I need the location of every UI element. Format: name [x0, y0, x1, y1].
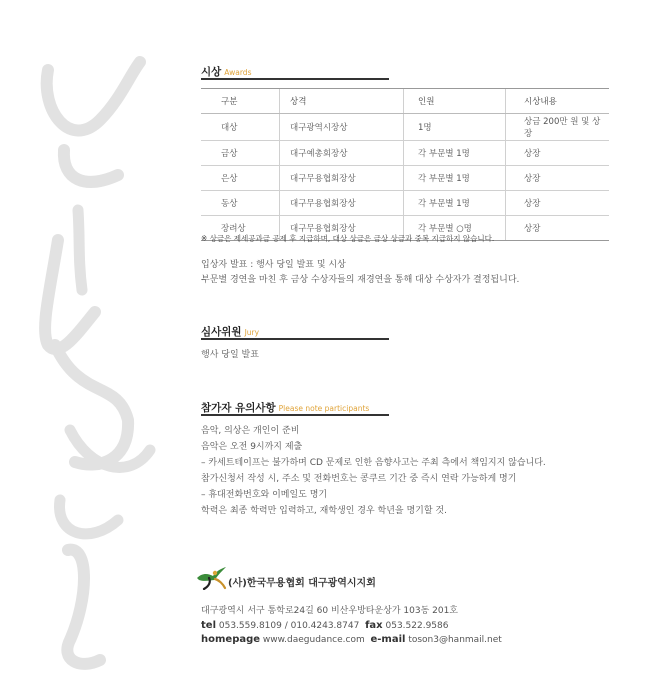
table-cell: 상장 — [506, 191, 610, 216]
email-link[interactable]: toson3@hanmail.net — [408, 635, 502, 645]
participants-title: 참가자 유의사항 — [201, 402, 276, 414]
participants-heading — [201, 396, 389, 416]
participants-line: 음악, 의상은 개인이 준비 — [201, 426, 300, 436]
table-cell: 장려상 — [201, 216, 280, 241]
table-cell: 은상 — [201, 166, 280, 191]
homepage-label: homepage — [201, 634, 261, 645]
table-cell: 동상 — [201, 191, 280, 216]
footer-web-email — [201, 634, 502, 645]
awards-table — [201, 88, 609, 241]
participants-line: 학력은 최종 학력만 입력하고, 재학생인 경우 학년을 명기할 것. — [201, 506, 447, 516]
fax-label: fax — [365, 620, 383, 631]
jury-text: 행사 당일 발표 — [201, 350, 259, 360]
announce-line: 입상자 발표 : 행사 당일 발표 및 시상 — [201, 260, 346, 270]
footer-phone-fax — [201, 620, 448, 631]
table-row — [201, 114, 609, 141]
awards-title-en: Awards — [224, 68, 252, 77]
table-cell: 대구무용협회장상 — [280, 191, 404, 216]
footer-address: 대구광역시 서구 통학로24길 60 비산우방타운상가 103동 201호 — [201, 606, 459, 616]
table-row — [201, 141, 609, 166]
column-header: 인원 — [404, 89, 506, 114]
column-header: 상격 — [280, 89, 404, 114]
awards-title: 시상 — [201, 66, 222, 78]
organization-name: (사)한국무용협회 대구광역시지회 — [228, 578, 376, 589]
table-cell: 대구무용협회장상 — [280, 216, 404, 241]
table-cell: 각 부문별 1명 — [404, 191, 506, 216]
participants-line: – 카세트테이프는 불가하며 CD 문제로 인한 음향사고는 주최 측에서 책임지지 않습니다. — [201, 458, 546, 468]
table-cell: 상장 — [506, 216, 610, 241]
table-cell: 상금 200만 원 및 상장 — [506, 114, 610, 141]
participants-title-en: Please note participants — [278, 404, 370, 413]
table-cell: 상장 — [506, 141, 610, 166]
tel-label: tel — [201, 620, 216, 631]
dance-association-logo-icon — [195, 566, 227, 590]
table-cell: 각 부문별 ○명 — [404, 216, 506, 241]
homepage-link[interactable]: www.daegudance.com — [262, 635, 365, 645]
table-header-row — [201, 89, 609, 114]
table-row — [201, 166, 609, 191]
participants-line: 음악은 오전 9시까지 제출 — [201, 442, 303, 452]
table-cell: 1명 — [404, 114, 506, 141]
email-label: e-mail — [370, 634, 406, 645]
table-cell: 각 부문별 1명 — [404, 141, 506, 166]
table-cell: 대구무용협회장상 — [280, 166, 404, 191]
calligraphy-decoration — [0, 0, 190, 680]
column-header: 구분 — [201, 89, 280, 114]
awards-heading — [201, 60, 389, 80]
awards-note: ※ 상금은 제세공과금 공제 후 지급하며, 대상 상금은 금상 상금과 중복 지급하지 않습니다. — [201, 234, 495, 243]
participants-line: 참가신청서 작성 시, 주소 및 전화번호는 콩쿠르 기간 중 즉시 연락 가능하게 명기 — [201, 474, 517, 484]
table-cell: 대구예총회장상 — [280, 141, 404, 166]
jury-title-en: Jury — [244, 328, 260, 337]
fax-value: 053.522.9586 — [385, 621, 449, 631]
participants-line: – 휴대전화번호와 이메일도 명기 — [201, 490, 328, 500]
table-cell: 대구광역시장상 — [280, 114, 404, 141]
jury-heading — [201, 320, 389, 340]
jury-title: 심사위원 — [201, 326, 242, 338]
table-row — [201, 191, 609, 216]
table-cell: 금상 — [201, 141, 280, 166]
table-cell: 각 부문별 1명 — [404, 166, 506, 191]
announce-line: 부문별 경연을 마친 후 금상 수상자들의 재경연을 통해 대상 수상자가 결정됩니다. — [201, 275, 520, 285]
table-cell: 상장 — [506, 166, 610, 191]
column-header: 시상내용 — [506, 89, 610, 114]
table-cell: 대상 — [201, 114, 280, 141]
tel-value: 053.559.8109 / 010.4243.8747 — [218, 621, 360, 631]
